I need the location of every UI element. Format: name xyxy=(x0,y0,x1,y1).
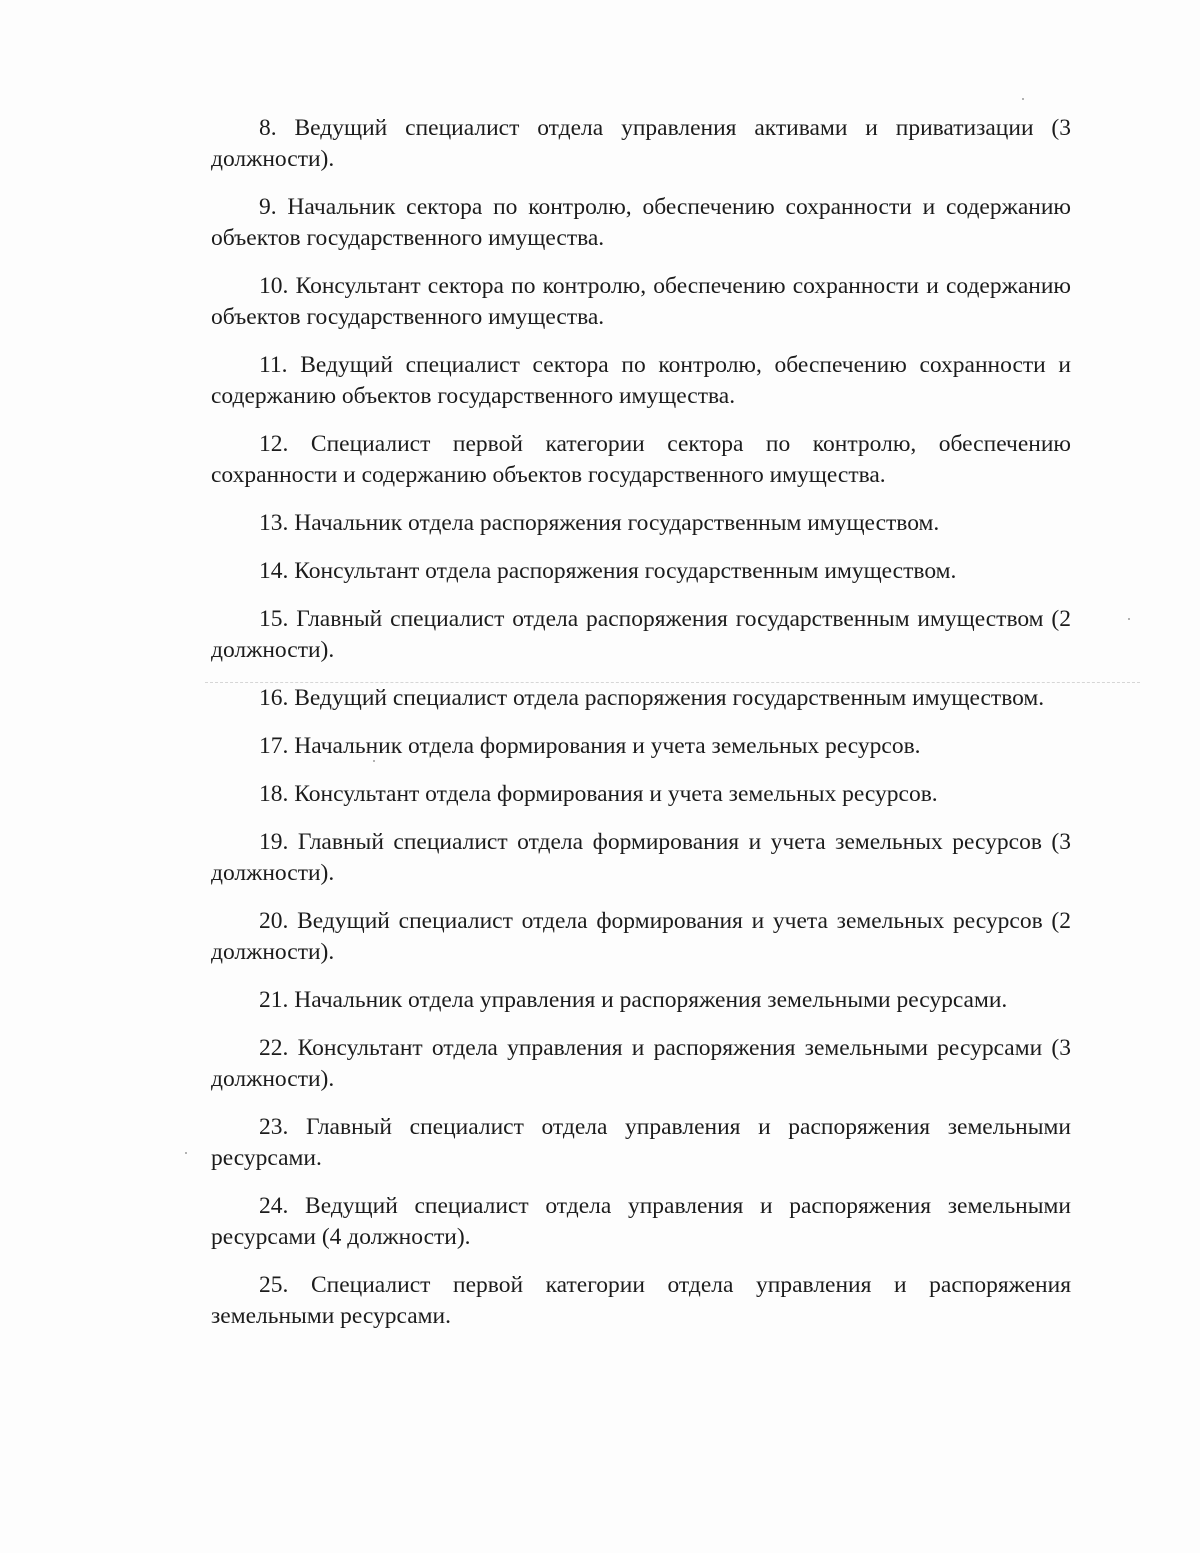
list-item: 14. Консультант отдела распоряжения государственным имуществом. xyxy=(259,558,957,584)
list-item: 19. Главный специалист отдела формирования и учета земельных ресурсов (3 должности). xyxy=(211,829,1071,886)
list-item: 15. Главный специалист отдела распоряжения государственным имуществом (2 должности). xyxy=(211,606,1071,663)
list-item: 20. Ведущий специалист отдела формирования и учета земельных ресурсов (2 должности). xyxy=(211,908,1071,965)
list-item: 18. Консультант отдела формирования и учета земельных ресурсов. xyxy=(259,781,938,807)
scan-speck xyxy=(1128,618,1130,620)
list-item: 21. Начальник отдела управления и распоряжения земельными ресурсами. xyxy=(259,987,1008,1013)
list-item: 12. Специалист первой категории сектора по контролю, обеспечению сохранности и содержанию объектов государственного имущества. xyxy=(211,431,1071,488)
list-item: 8. Ведущий специалист отдела управления активами и приватизации (3 должности). xyxy=(211,115,1071,172)
list-item: 16. Ведущий специалист отдела распоряжения государственным имуществом. xyxy=(259,685,1045,711)
list-item: 25. Специалист первой категории отдела управления и распоряжения земельными ресурсами. xyxy=(211,1272,1071,1329)
list-item: 13. Начальник отдела распоряжения государственным имуществом. xyxy=(259,510,940,536)
scan-speck xyxy=(1022,98,1024,100)
list-item: 11. Ведущий специалист сектора по контролю, обеспечению сохранности и содержанию объектов государственного имущества. xyxy=(211,352,1071,409)
list-item: 17. Начальник отдела формирования и учета земельных ресурсов. xyxy=(259,733,921,759)
list-item: 23. Главный специалист отдела управления и распоряжения земельными ресурсами. xyxy=(211,1114,1071,1171)
scan-speck xyxy=(185,1152,187,1154)
list-item: 24. Ведущий специалист отдела управления и распоряжения земельными ресурсами (4 должности). xyxy=(211,1193,1071,1250)
position-list xyxy=(211,113,1071,1349)
list-item: 9. Начальник сектора по контролю, обеспечению сохранности и содержанию объектов государственного имущества. xyxy=(211,194,1071,251)
list-item: 10. Консультант сектора по контролю, обеспечению сохранности и содержанию объектов государственного имущества. xyxy=(211,273,1071,330)
list-item: 22. Консультант отдела управления и распоряжения земельными ресурсами (3 должности). xyxy=(211,1035,1071,1092)
